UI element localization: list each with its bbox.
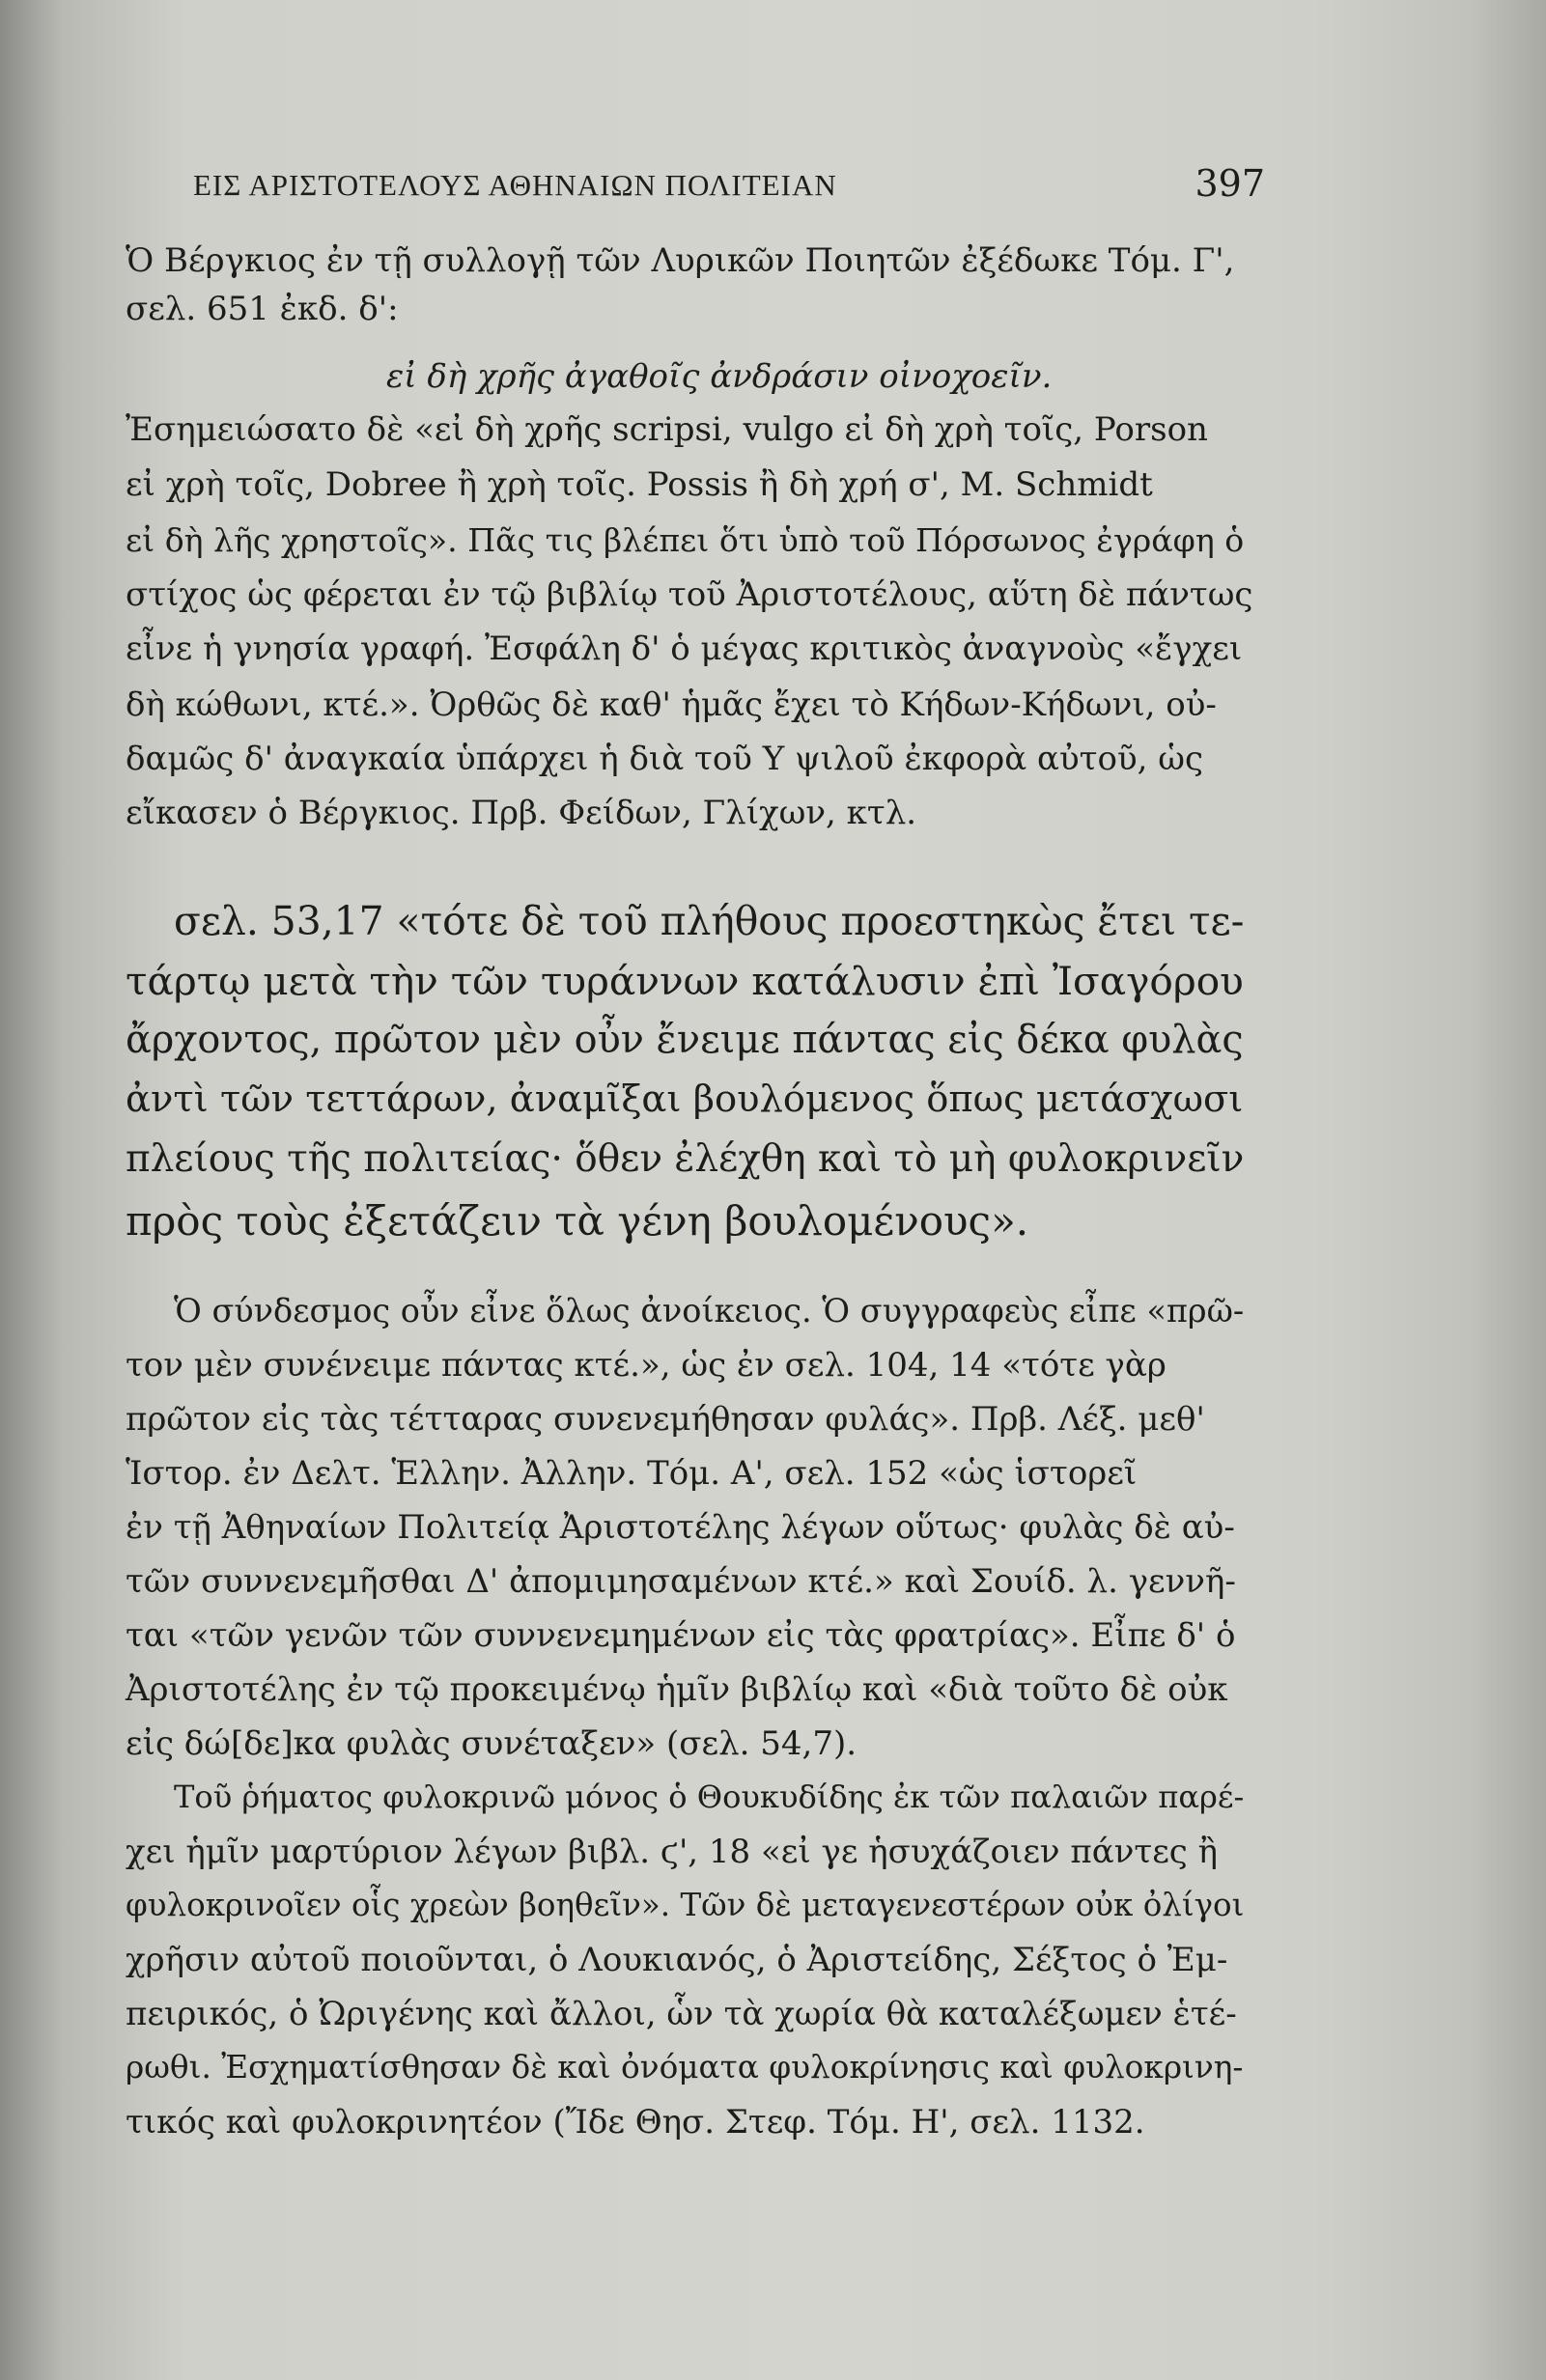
text-line: τον μὲν συνένειμε πάντας κτέ.», ὡς ἐν σελ. 104, 14 «τότε γὰρ: [126, 1346, 1167, 1385]
text-line: Ὁ Βέργκιος ἐν τῇ συλλογῇ τῶν Λυρικῶν Ποιητῶν ἐξέδωκε Τόμ. Γ',: [126, 241, 1235, 280]
text-line: ται «τῶν γενῶν τῶν συννενεμημένων εἰς τὰς φρατρίας». Εἶπε δ' ὁ: [126, 1616, 1236, 1655]
text-line: εἴκασεν ὁ Βέργκιος. Πρβ. Φείδων, Γλίχων, κτλ.: [126, 794, 917, 832]
text-line: εἰ χρὴ τοῖς, Dobree ἢ χρὴ τοῖς. Possis ἢ δὴ χρή σ', M. Schmidt: [126, 465, 1153, 504]
text-line: σελ. 53,17 «τότε δὲ τοῦ πλήθους προεστηκὼς ἔτει τε-: [174, 898, 1245, 944]
text-line: δαμῶς δ' ἀναγκαία ὑπάρχει ἡ διὰ τοῦ Υ ψιλοῦ ἐκφορὰ αὐτοῦ, ὡς: [126, 740, 1203, 778]
text-line: εἰς δώ[δε]κα φυλὰς συνέταξεν» (σελ. 54,7).: [126, 1724, 857, 1763]
text-line: τάρτῳ μετὰ τὴν τῶν τυράννων κατάλυσιν ἐπὶ Ἰσαγόρου: [126, 958, 1244, 1004]
page-header: [193, 162, 1265, 210]
text-line: στίχος ὡς φέρεται ἐν τῷ βιβλίῳ τοῦ Ἀριστοτέλους, αὕτη δὲ πάντως: [126, 575, 1253, 614]
text-line: χρῆσιν αὐτοῦ ποιοῦνται, ὁ Λουκιανός, ὁ Ἀριστείδης, Σέξτος ὁ Ἐμ-: [126, 1941, 1228, 1979]
text-line: Ἀριστοτέλης ἐν τῷ προκειμένῳ ἡμῖν βιβλίῳ καὶ «διὰ τοῦτο δὲ οὐκ: [126, 1670, 1228, 1709]
text-line: Τοῦ ῥήματος φυλοκρινῶ μόνος ὁ Θουκυδίδης ἐκ τῶν παλαιῶν παρέ-: [174, 1778, 1245, 1815]
page-number: 397: [1195, 162, 1265, 205]
text-line: τῶν συννενεμῆσθαι Δ' ἀπομιμησαμένων κτέ.» καὶ Σουίδ. λ. γεννῆ-: [126, 1562, 1236, 1601]
text-line: Ὁ σύνδεσμος οὖν εἶνε ὅλως ἀνοίκειος. Ὁ συγγραφεὺς εἶπε «πρῶ-: [174, 1292, 1245, 1330]
text-line: τικός καὶ φυλοκρινητέον (Ἴδε Θησ. Στεφ. Τόμ. Η', σελ. 1132.: [126, 2103, 1145, 2142]
text-line: Ἱστορ. ἐν Δελτ. Ἑλλην. Ἀλλην. Τόμ. Α', σελ. 152 «ὡς ἱστορεῖ: [126, 1454, 1138, 1493]
text-line: χει ἡμῖν μαρτύριον λέγων βιβλ. ϛ', 18 «εἰ γε ἡσυχάζοιεν πάντες ἢ: [126, 1833, 1219, 1871]
quoted-verse: εἰ δὴ χρῆς ἀγαθοῖς ἀνδράσιν οἰνοχοεῖν.: [386, 357, 1053, 396]
text-line: ἄρχοντος, πρῶτον μὲν οὖν ἔνειμε πάντας εἰς δέκα φυλὰς: [126, 1018, 1244, 1062]
text-line: Ἐσημειώσατο δὲ «εἰ δὴ χρῆς scripsi, vulgo εἰ δὴ χρὴ τοῖς, Porson: [126, 410, 1208, 449]
text-line: ἀντὶ τῶν τεττάρων, ἀναμῖξαι βουλόμενος ὅπως μετάσχωσι: [126, 1078, 1244, 1121]
text-line: πρὸς τοὺς ἐξετάζειν τὰ γένη βουλομένους».: [126, 1197, 1029, 1245]
running-title: ΕΙΣ ΑΡΙΣΤΟΤΕΛΟΥΣ ΑΘΗΝΑΙΩΝ ΠΟΛΙΤΕΙΑΝ: [193, 168, 837, 202]
text-line: φυλοκρινοῖεν οἷς χρεὼν βοηθεῖν». Τῶν δὲ μεταγενεστέρων οὐκ ὀλίγοι: [126, 1887, 1245, 1923]
text-line: εἰ δὴ λῆς χρηστοῖς». Πᾶς τις βλέπει ὅτι ὑπὸ τοῦ Πόρσωνος ἐγράφη ὁ: [126, 521, 1245, 559]
text-line: εἶνε ἡ γνησία γραφή. Ἐσφάλη δ' ὁ μέγας κριτικὸς ἀναγνοὺς «ἔγχει: [126, 630, 1243, 668]
text-line: δὴ κώθωνι, κτέ.». Ὀρθῶς δὲ καθ' ἡμᾶς ἔχει τὸ Κήδων-Κήδωνι, οὐ-: [126, 686, 1217, 724]
text-line: πρῶτον εἰς τὰς τέτταρας συνενεμήθησαν φυλάς». Πρβ. Λέξ. μεθ': [126, 1400, 1205, 1439]
text-line: σελ. 651 ἐκδ. δ':: [126, 290, 399, 328]
text-line: ἐν τῇ Ἀθηναίων Πολιτείᾳ Ἀριστοτέλης λέγων οὕτως· φυλὰς δὲ αὐ-: [126, 1508, 1235, 1547]
text-line: ρωθι. Ἐσχηματίσθησαν δὲ καὶ ὀνόματα φυλοκρίνησις καὶ φυλοκρινη-: [126, 2049, 1244, 2086]
text-line: πειρικός, ὁ Ὠριγένης καὶ ἄλλοι, ὧν τὰ χωρία θὰ καταλέξωμεν ἑτέ-: [126, 1995, 1237, 2033]
text-line: πλείους τῆς πολιτείας· ὅθεν ἐλέχθη καὶ τὸ μὴ φυλοκρινεῖν: [126, 1137, 1245, 1181]
